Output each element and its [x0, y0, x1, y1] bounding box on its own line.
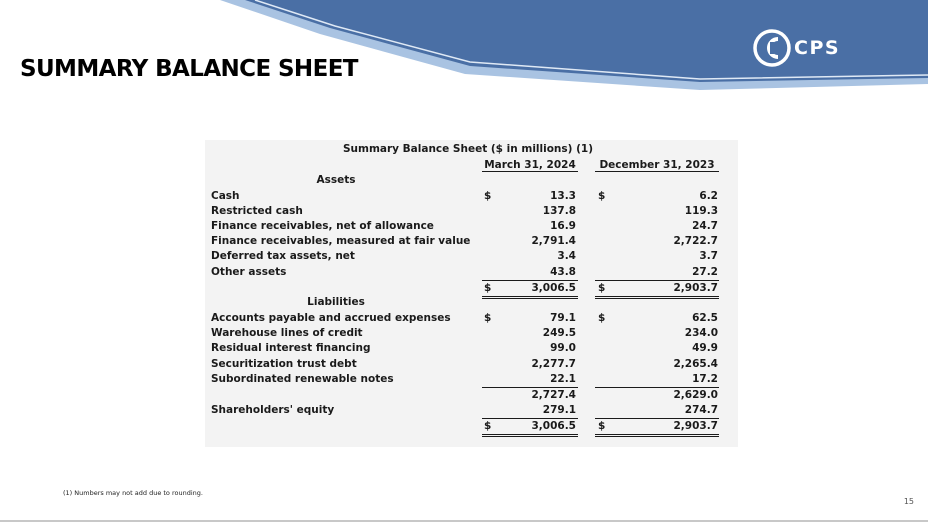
footnote: (1) Numbers may not add due to rounding.	[63, 489, 203, 497]
cps-logo-icon	[752, 28, 792, 68]
row-label: Securitization trust debt	[211, 358, 357, 370]
value-march-2024: 2,727.4	[531, 389, 576, 401]
row-label: Accounts payable and accrued expenses	[211, 312, 451, 324]
value-march-2024: 22.1	[550, 373, 576, 385]
total-assets-row	[205, 281, 735, 296]
total-rule	[482, 298, 578, 299]
total-liabilities-equity-row	[205, 419, 735, 434]
row-label: Deferred tax assets, net	[211, 250, 355, 262]
row-label: Subordinated renewable notes	[211, 373, 394, 385]
value-march-2024: 137.8	[542, 205, 576, 217]
value-december-2023: 274.7	[684, 404, 718, 416]
table-row	[205, 265, 735, 280]
row-label: Shareholders' equity	[211, 404, 335, 416]
row-label: Finance receivables, net of allowance	[211, 220, 434, 232]
value-march-2024: 3,006.5	[531, 282, 576, 294]
value-december-2023: 2,903.7	[673, 420, 718, 432]
total-liabilities-row	[205, 388, 735, 403]
row-label: Cash	[211, 190, 240, 202]
row-label: Restricted cash	[211, 205, 303, 217]
table-row	[205, 357, 735, 372]
row-label: Other assets	[211, 266, 287, 278]
value-march-2024: 2,277.7	[531, 358, 576, 370]
value-december-2023: 24.7	[692, 220, 718, 232]
value-december-2023: 3.7	[699, 250, 718, 262]
value-december-2023: 2,265.4	[673, 358, 718, 370]
logo-text: CPS	[794, 37, 841, 59]
table-row	[205, 311, 735, 326]
currency-symbol: $	[598, 282, 606, 294]
total-rule	[595, 296, 719, 297]
value-december-2023: 2,903.7	[673, 282, 718, 294]
value-march-2024: 2,791.4	[531, 235, 576, 247]
row-label: Residual interest financing	[211, 342, 371, 354]
table-row	[205, 189, 735, 204]
table-row	[205, 234, 735, 249]
table-row	[205, 219, 735, 234]
total-rule	[595, 436, 719, 437]
total-rule	[595, 434, 719, 435]
value-march-2024: 249.5	[542, 327, 576, 339]
value-december-2023: 17.2	[692, 373, 718, 385]
table-row	[205, 249, 735, 264]
total-rule	[482, 434, 578, 435]
value-december-2023: 2,722.7	[673, 235, 718, 247]
total-rule	[482, 296, 578, 297]
column-header-march-2024: March 31, 2024	[482, 159, 578, 172]
value-december-2023: 6.2	[699, 190, 718, 202]
equity-row	[205, 403, 735, 418]
table-row	[205, 326, 735, 341]
table-title: Summary Balance Sheet ($ in millions) (1)	[343, 143, 594, 155]
value-march-2024: 79.1	[550, 312, 576, 324]
currency-symbol: $	[484, 282, 492, 294]
value-march-2024: 3,006.5	[531, 420, 576, 432]
value-december-2023: 27.2	[692, 266, 718, 278]
total-rule	[595, 298, 719, 299]
assets-heading: Assets	[316, 174, 356, 186]
table-row	[205, 204, 735, 219]
page-title: SUMMARY BALANCE SHEET	[20, 56, 358, 82]
value-march-2024: 16.9	[550, 220, 576, 232]
value-december-2023: 62.5	[692, 312, 718, 324]
value-march-2024: 13.3	[550, 190, 576, 202]
value-march-2024: 279.1	[542, 404, 576, 416]
currency-symbol: $	[484, 312, 492, 324]
row-label: Finance receivables, measured at fair value	[211, 235, 471, 247]
currency-symbol: $	[598, 420, 606, 432]
currency-symbol: $	[484, 190, 492, 202]
currency-symbol: $	[484, 420, 492, 432]
value-december-2023: 49.9	[692, 342, 718, 354]
value-december-2023: 234.0	[684, 327, 718, 339]
value-march-2024: 3.4	[557, 250, 576, 262]
currency-symbol: $	[598, 312, 606, 324]
value-march-2024: 99.0	[550, 342, 576, 354]
row-label: Warehouse lines of credit	[211, 327, 363, 339]
table-row	[205, 372, 735, 387]
liabilities-heading: Liabilities	[307, 296, 365, 308]
value-december-2023: 2,629.0	[673, 389, 718, 401]
table-row	[205, 341, 735, 356]
page-number: 15	[903, 497, 914, 506]
total-rule	[482, 436, 578, 437]
currency-symbol: $	[598, 190, 606, 202]
company-logo	[752, 28, 840, 68]
bottom-divider	[0, 520, 928, 522]
column-header-december-2023: December 31, 2023	[595, 159, 719, 172]
value-march-2024: 43.8	[550, 266, 576, 278]
value-december-2023: 119.3	[684, 205, 718, 217]
